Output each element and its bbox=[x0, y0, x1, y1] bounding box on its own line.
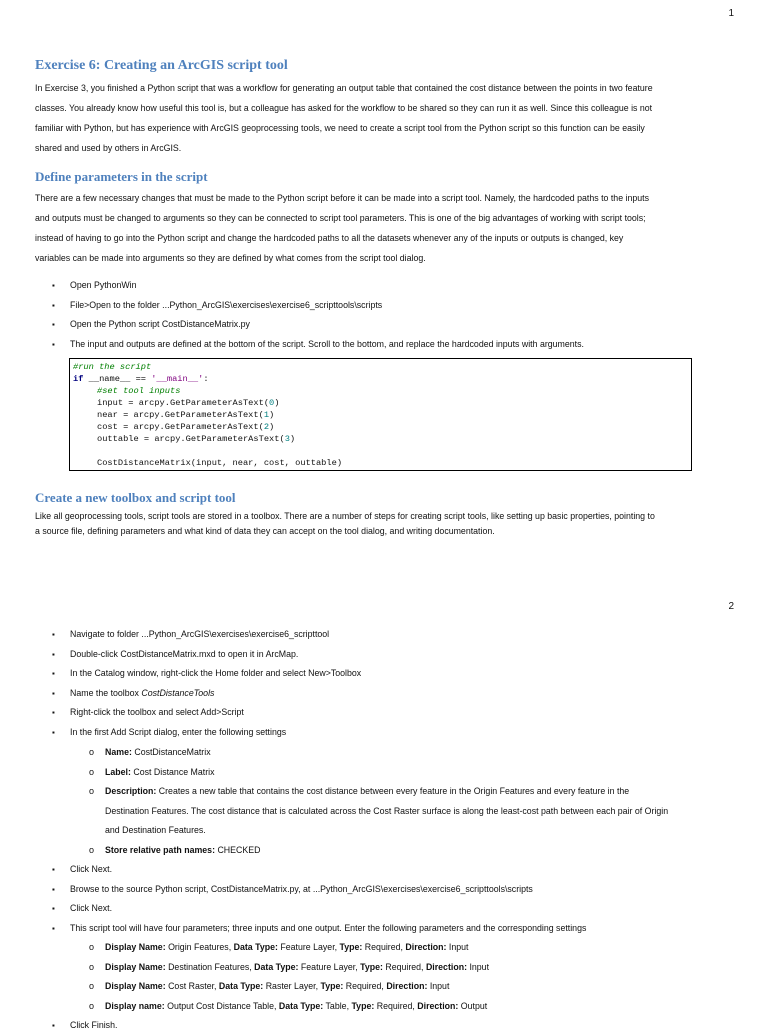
parameter-item bbox=[0, 938, 768, 958]
code-line bbox=[97, 398, 279, 408]
param-label: Display Name: bbox=[105, 961, 166, 972]
step-list bbox=[0, 625, 768, 743]
code-comment: #run the script bbox=[73, 362, 152, 372]
toolbox-name: CostDistanceTools bbox=[141, 687, 215, 698]
intro-line: shared and used by others in ArcGIS. bbox=[35, 143, 182, 153]
code-text: cost = arcpy.GetParameterAsText( bbox=[97, 422, 264, 432]
param-label: Direction: bbox=[425, 961, 467, 972]
param-value: Raster Layer, bbox=[263, 981, 321, 992]
param-label: Display name: bbox=[105, 1000, 165, 1011]
list-item: ▪ Right-click the toolbox and select Add>Script bbox=[0, 703, 768, 723]
intro-line: classes. You already know how useful this tool is, but a colleague has asked for the workflow to be shared so they can run it as well. Since this colleague is not bbox=[35, 103, 653, 113]
code-string: '__main__' bbox=[151, 374, 204, 384]
code-text: outtable = arcpy.GetParameterAsText( bbox=[97, 434, 285, 444]
code-text: ) bbox=[269, 410, 275, 420]
paragraph-line: and outputs must be changed to arguments so they can be connected to script tool parameters. This is one of the big advantages of working with script tools; bbox=[35, 213, 646, 223]
param-label: Type: bbox=[360, 961, 383, 972]
step-list bbox=[0, 860, 768, 938]
code-number: 2 bbox=[263, 422, 270, 432]
param-label: Data Type: bbox=[278, 1000, 324, 1011]
param-label: Direction: bbox=[417, 1000, 459, 1011]
settings-list bbox=[0, 743, 768, 861]
parameter-item bbox=[0, 977, 768, 997]
code-line bbox=[97, 434, 295, 444]
parameter-item bbox=[0, 997, 768, 1017]
code-if-line bbox=[73, 374, 209, 384]
code-number: 3 bbox=[284, 434, 290, 444]
settings-value: Creates a new table that contains the cost distance between every feature in the Origin Features and every feature in the bbox=[156, 786, 630, 797]
settings-label: Description: bbox=[105, 786, 157, 797]
list-item: ▪ Click Finish. bbox=[0, 1016, 768, 1036]
settings-item bbox=[0, 743, 768, 763]
paragraph-line: a source file, defining parameters and what kind of data they can accept on the tool dialog, and writing documentation. bbox=[35, 526, 495, 536]
code-text: : bbox=[203, 374, 209, 384]
param-value: Cost Raster, bbox=[165, 981, 219, 992]
code-keyword: if bbox=[73, 374, 84, 384]
code-text: near = arcpy.GetParameterAsText( bbox=[97, 410, 264, 420]
list-item bbox=[0, 684, 768, 704]
settings-value: Destination Features. The cost distance that is calculated across the Cost Raster surface is along the least-cost path between each pair of Origin bbox=[105, 805, 669, 816]
param-value: Feature Layer, bbox=[298, 961, 361, 972]
param-value: Input bbox=[446, 942, 469, 952]
paragraph-line: variables can be made into arguments so they are defined by what comes from the script tool dialog. bbox=[35, 253, 426, 263]
list-item: ▪ Double-click CostDistanceMatrix.mxd to open it in ArcMap. bbox=[0, 645, 768, 665]
settings-value: CHECKED bbox=[215, 844, 261, 855]
settings-label: Name: bbox=[105, 747, 132, 757]
code-number: 0 bbox=[269, 398, 275, 408]
param-label: Data Type: bbox=[254, 961, 299, 972]
page-number: 2 bbox=[728, 601, 734, 612]
parameters-list bbox=[0, 938, 768, 1016]
code-text: ) bbox=[274, 398, 280, 408]
list-item: ▪ Click Next. bbox=[0, 860, 768, 880]
param-label: Type: bbox=[351, 1000, 375, 1011]
list-item: ▪ Open PythonWin bbox=[0, 276, 768, 296]
param-label: Direction: bbox=[386, 981, 428, 992]
step-list bbox=[0, 276, 768, 354]
paragraph-line: instead of having to go into the Python script and change the hardcoded paths to all the datasets whenever any of the inputs or outputs is changed, key bbox=[35, 233, 624, 243]
paragraph-line: There are a few necessary changes that must be made to the Python script before it can be made into a script tool. Namely, the hardcoded paths to the inputs bbox=[35, 193, 650, 203]
param-label: Direction: bbox=[405, 942, 447, 952]
settings-label: Store relative path names: bbox=[105, 844, 215, 855]
list-item: ▪ In the first Add Script dialog, enter the following settings bbox=[0, 723, 768, 743]
param-value: Output Cost Distance Table, bbox=[164, 1000, 279, 1011]
code-line: CostDistanceMatrix(input, near, cost, outtable) bbox=[97, 458, 343, 468]
list-item: ▪ In the Catalog window, right-click the Home folder and select New>Toolbox bbox=[0, 664, 768, 684]
param-value: Required, bbox=[374, 1000, 418, 1011]
param-value: Required, bbox=[382, 961, 426, 972]
intro-line: familiar with Python, but has experience with ArcGIS geoprocessing tools, we need to create a script tool from the Python script so this function can be easily bbox=[35, 123, 645, 133]
list-item: ▪ File>Open to the folder ...Python_ArcGIS\exercises\exercise6_scripttools\scripts bbox=[0, 296, 768, 316]
list-item: ▪ Navigate to folder ...Python_ArcGIS\exercises\exercise6_scripttool bbox=[0, 625, 768, 645]
param-label: Type: bbox=[320, 981, 344, 992]
exercise-title: Exercise 6: Creating an ArcGIS script tool bbox=[35, 58, 288, 73]
settings-value: Cost Distance Matrix bbox=[130, 766, 215, 777]
settings-item bbox=[0, 782, 705, 841]
list-item: ▪ Click Next. bbox=[0, 899, 768, 919]
list-item: ▪ Open the Python script CostDistanceMatrix.py bbox=[0, 315, 768, 335]
code-block bbox=[69, 358, 692, 471]
code-line bbox=[97, 410, 274, 420]
create-toolbox-paragraph bbox=[35, 509, 735, 539]
code-text: __name__ == bbox=[83, 374, 152, 384]
param-value: Required, bbox=[343, 981, 387, 992]
step-list bbox=[0, 1016, 768, 1036]
list-item: ▪ This script tool will have four parameters; three inputs and one output. Enter the following parameters and the corresponding settings bbox=[0, 919, 768, 939]
paragraph-line: Like all geoprocessing tools, script tools are stored in a toolbox. There are a number of steps for creating script tools, like setting up basic properties, pointing to bbox=[35, 511, 655, 521]
list-item: ▪ The input and outputs are defined at the bottom of the script. Scroll to the bottom, and replace the hardcoded inputs with arguments. bbox=[0, 335, 768, 355]
param-label: Data Type: bbox=[233, 942, 278, 952]
settings-value: and Destination Features. bbox=[105, 825, 206, 836]
param-value: Input bbox=[427, 981, 450, 992]
param-value: Output bbox=[458, 1000, 488, 1011]
code-comment: #set tool inputs bbox=[97, 386, 181, 396]
page-number: 1 bbox=[728, 8, 734, 19]
settings-value: CostDistanceMatrix bbox=[131, 747, 211, 757]
param-value: Table, bbox=[323, 1000, 352, 1011]
parameter-item bbox=[0, 958, 768, 978]
section-heading-define-parameters: Define parameters in the script bbox=[35, 169, 208, 184]
param-value: Feature Layer, bbox=[277, 942, 340, 952]
intro-line: In Exercise 3, you finished a Python script that was a workflow for generating an output table that contained the cost distance between the points in two feature bbox=[35, 83, 653, 93]
param-label: Data Type: bbox=[218, 981, 264, 992]
param-value: Required, bbox=[362, 942, 406, 952]
code-number: 1 bbox=[263, 410, 270, 420]
param-label: Display Name: bbox=[105, 942, 166, 952]
code-line bbox=[97, 422, 274, 432]
settings-label: Label: bbox=[105, 766, 131, 777]
param-value: Origin Features, bbox=[165, 942, 234, 952]
param-value: Input bbox=[467, 961, 490, 972]
settings-item bbox=[0, 841, 768, 861]
param-value: Destination Features, bbox=[165, 961, 255, 972]
param-label: Display Name: bbox=[105, 981, 166, 992]
code-text: ) bbox=[289, 434, 296, 444]
list-item-text: Name the toolbox bbox=[70, 687, 142, 698]
settings-item bbox=[0, 763, 768, 783]
code-text: ) bbox=[269, 422, 275, 432]
param-label: Type: bbox=[339, 942, 363, 952]
define-parameters-paragraph bbox=[35, 188, 735, 268]
list-item: ▪ Browse to the source Python script, CostDistanceMatrix.py, at ...Python_ArcGIS\exercises\exercise6_scripttools\scripts bbox=[0, 880, 768, 900]
intro-paragraph bbox=[35, 78, 735, 158]
code-text: input = arcpy.GetParameterAsText( bbox=[97, 398, 270, 408]
section-heading-create-toolbox: Create a new toolbox and script tool bbox=[35, 490, 236, 505]
